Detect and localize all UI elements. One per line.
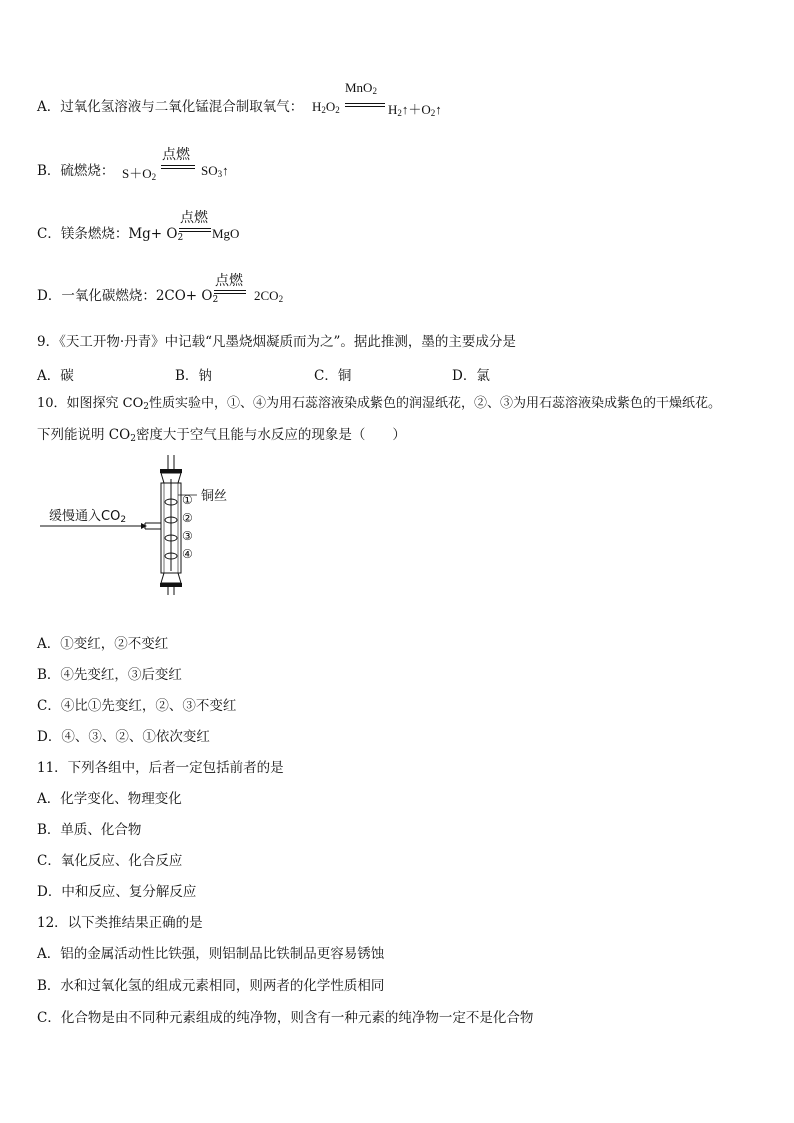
q8-b-lhs: $S+O_2$ xyxy=(122,166,157,182)
q10-option-a: A．①变红，②不变红 xyxy=(37,636,169,652)
q8-b-equals-sign xyxy=(161,165,195,169)
q8-d-equals-sign xyxy=(214,290,246,294)
q8-b-rhs: $SO_3↑$ xyxy=(201,163,229,179)
q10-option-b: B．④先变红，③后变红 xyxy=(37,667,182,683)
q8-a-lhs: $H_2O_2$ xyxy=(312,99,340,115)
q11-option-a: A．化学变化、物理变化 xyxy=(37,791,182,807)
flower-mark-3: ③ xyxy=(182,529,193,543)
flower-mark-4: ④ xyxy=(182,547,193,561)
flower-mark-1: ① xyxy=(182,493,193,507)
q12-option-a: A．铝的金属活动性比铁强，则铝制品比铁制品更容易锈蚀 xyxy=(37,946,385,962)
q10-stem-line1: 10．如图探究 $CO_2$性质实验中，①、④为用石蕊溶液染成紫色的润湿纸花，②、③为用石蕊溶液染成紫色的干燥纸花。 xyxy=(37,396,722,412)
q10-stem-line2: 下列能说明 $CO_2$密度大于空气且能与水反应的现象是（ ） xyxy=(37,427,406,444)
q10-option-d: D．④、③、②、①依次变红 xyxy=(37,729,210,745)
q9-stem: 9．《天工开物·丹青》中记载“凡墨烧烟凝质而为之”。据此推测，墨的主要成分是 xyxy=(37,334,516,350)
copper-wire-label: 铜丝 xyxy=(201,489,228,504)
q9-option-d: D．氯 xyxy=(452,368,490,384)
q12-option-b: B．水和过氧化氢的组成元素相同，则两者的化学性质相同 xyxy=(37,978,385,994)
q8-c-equals-sign xyxy=(179,228,211,232)
q8-c-condition: 点燃 xyxy=(180,210,208,226)
apparatus-diagram xyxy=(37,455,257,595)
q8-b-condition: 点燃 xyxy=(162,147,190,163)
q12-option-c: C．化合物是由不同种元素组成的纯净物，则含有一种元素的纯净物一定不是化合物 xyxy=(37,1010,534,1026)
q8-a-rhs: $H_2↑+O_2↑$ xyxy=(388,102,442,118)
q10-option-c: C．④比①先变红，②、③不变红 xyxy=(37,698,237,714)
q11-option-b: B．单质、化合物 xyxy=(37,822,142,838)
inlet-label: 缓慢通入$CO_2$ xyxy=(49,509,127,525)
q11-option-d: D．中和反应、复分解反应 xyxy=(37,884,197,900)
q9-option-c: C．铜 xyxy=(314,368,352,384)
q8-a-equals-sign xyxy=(345,103,385,107)
q10-apparatus-figure xyxy=(37,455,257,595)
q8-c-label: C．镁条燃烧：$Mg+ O_2$ xyxy=(37,226,184,243)
q8-d-label: D．一氧化碳燃烧：$2CO+ O_2$ xyxy=(37,288,219,305)
q9-option-b: B．钠 xyxy=(175,368,212,384)
q9-option-a: A．碳 xyxy=(37,368,74,384)
q11-stem: 11．下列各组中，后者一定包括前者的是 xyxy=(37,760,284,776)
q8-c-rhs: MgO xyxy=(212,226,240,241)
q8-b-label: B．硫燃烧： xyxy=(37,163,115,179)
flower-mark-2: ② xyxy=(182,511,193,525)
q12-stem: 12．以下类推结果正确的是 xyxy=(37,915,203,931)
q8-d-condition: 点燃 xyxy=(215,273,243,289)
q11-option-c: C．氧化反应、化合反应 xyxy=(37,853,183,869)
q8-a-condition: MnO$_2$ xyxy=(345,80,377,96)
q8-d-rhs: $2CO_2$ xyxy=(254,288,284,304)
q8-a-label: A．过氧化氢溶液与二氧化锰混合制取氧气： xyxy=(37,99,304,115)
